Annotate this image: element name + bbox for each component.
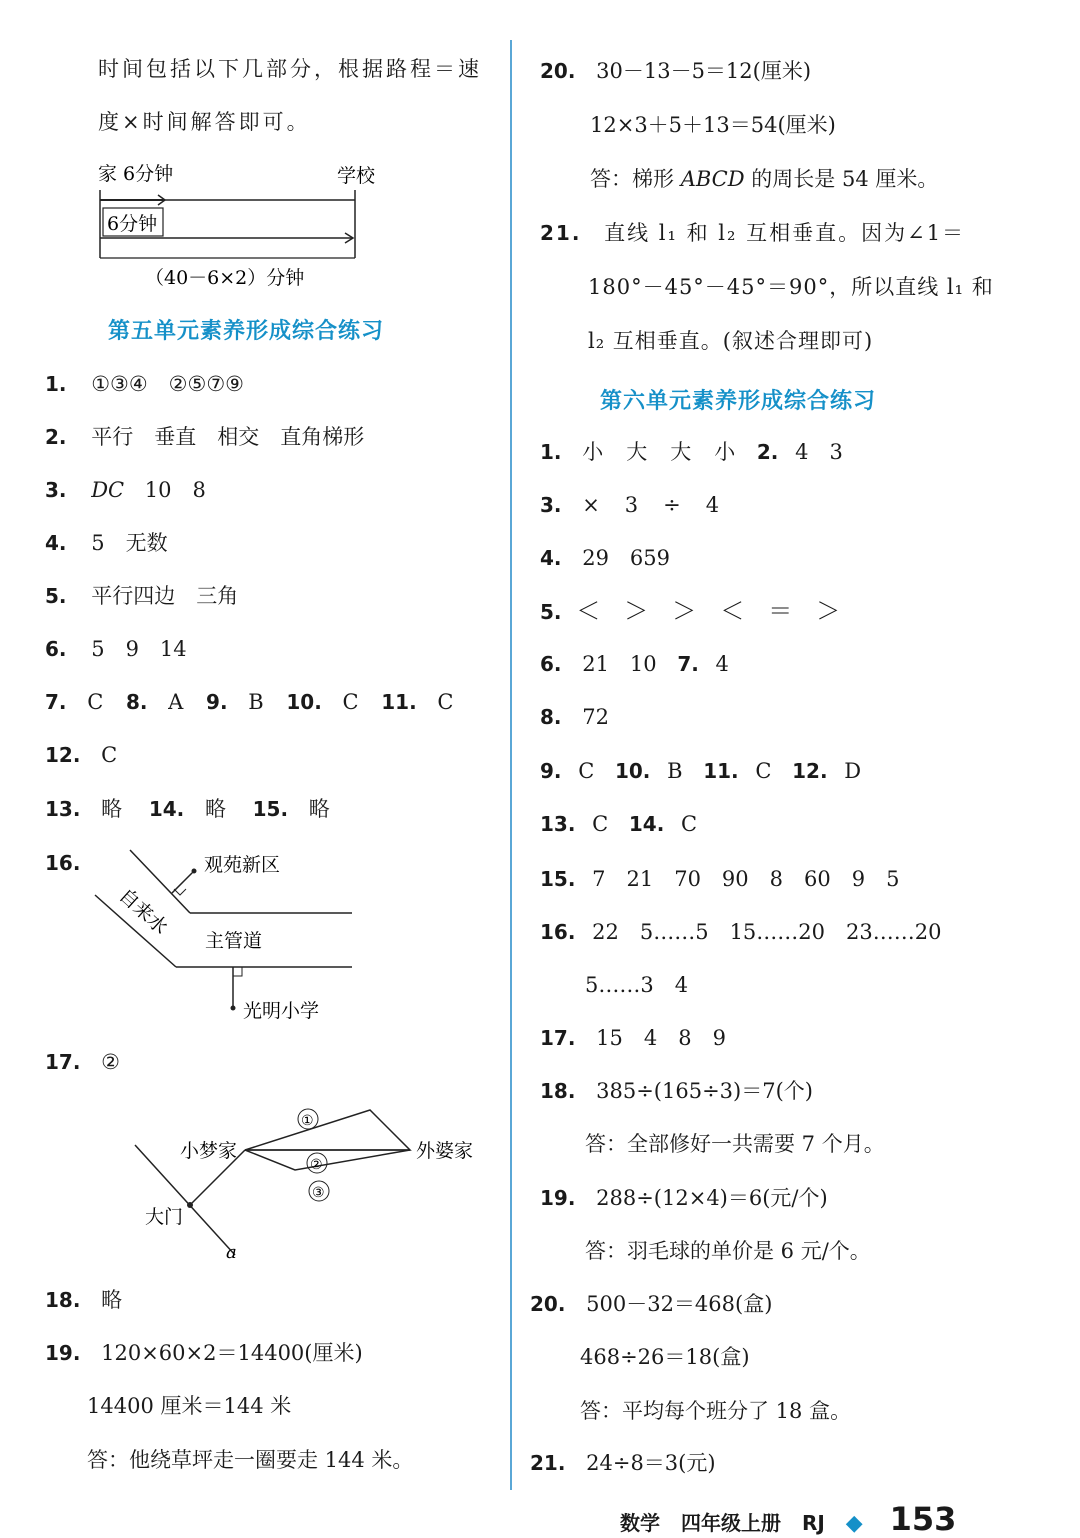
r20-line-2: 468÷26＝18(盒) — [580, 1345, 750, 1369]
r18-row — [540, 1077, 813, 1105]
r-q20-line-3b: ABCD — [680, 167, 745, 191]
r-q21-line-1: 直线 l₁ 和 l₂ 互相垂直。因为∠1＝ — [604, 221, 966, 245]
footer-edition: RJ — [801, 1511, 825, 1535]
r-q21-line-3: l₂ 互相垂直。(叙述合理即可) — [588, 329, 874, 353]
r6-row — [540, 650, 729, 678]
q4-number: 4. — [45, 531, 67, 555]
r5-row — [540, 597, 840, 626]
q19-row — [45, 1339, 363, 1367]
r9-answer: C — [578, 759, 595, 783]
r3-row — [540, 491, 721, 519]
waipo-home-label: 外婆家 — [416, 1140, 474, 1162]
q19-line-2: 14400 厘米＝144 米 — [87, 1394, 292, 1418]
r3-number: 3. — [540, 493, 562, 517]
diagram-six-min-box: 6分钟 — [107, 213, 158, 235]
r19-row — [540, 1184, 828, 1212]
q17-row — [45, 1048, 120, 1076]
r1-answer: 小 大 大 小 — [582, 440, 737, 464]
footer-subject: 数学 — [620, 1511, 660, 1535]
r1-number: 1. — [540, 440, 562, 464]
r9-12-row — [540, 757, 861, 785]
r20-row — [530, 1290, 772, 1318]
q9-answer: B — [248, 690, 264, 714]
r5-number: 5. — [540, 600, 562, 624]
r4-number: 4. — [540, 546, 562, 570]
r10-number: 10. — [614, 759, 651, 783]
q3-number: 3. — [45, 478, 67, 502]
r-q20-row — [540, 57, 811, 85]
q2-answer: 平行 垂直 相交 直角梯形 — [91, 425, 365, 449]
r16-number: 16. — [540, 920, 576, 944]
r-q20-line-3 — [590, 165, 938, 193]
r14-number: 14. — [628, 812, 665, 836]
q15-number: 15. — [252, 797, 289, 821]
q14-number: 14. — [148, 797, 185, 821]
r10-answer: B — [667, 759, 683, 783]
q7-answer: C — [87, 690, 104, 714]
line-a-label: a — [226, 1242, 237, 1263]
r17-answer: 15 4 8 9 — [596, 1026, 726, 1050]
q19-number: 19. — [45, 1341, 81, 1365]
q5-answer: 平行四边 三角 — [91, 584, 239, 608]
r20-line-3: 答：平均每个班分了 18 盒。 — [580, 1399, 852, 1423]
route-diagram — [80, 1095, 500, 1265]
guanyuan-label: 观苑新区 — [204, 854, 281, 876]
q6-row — [45, 635, 187, 663]
zhuguandao-label: 主管道 — [205, 930, 263, 952]
q13-15-row — [45, 795, 330, 823]
q14-answer: 略 — [204, 797, 226, 821]
page-footer — [620, 1500, 970, 1538]
diagram-home-label: 家 — [98, 163, 118, 185]
r13-14-row — [540, 810, 697, 838]
unit6-heading: 第六单元素养形成综合练习 — [600, 389, 877, 414]
xiaomeng-home-label: 小梦家 — [180, 1140, 238, 1162]
r15-number: 15. — [540, 867, 576, 891]
r2-number: 2. — [756, 440, 779, 464]
diamond-icon: ◆ — [845, 1511, 863, 1536]
q7-number: 7. — [45, 690, 67, 714]
r6-answer: 21 10 — [582, 652, 657, 676]
r19-line-2: 答：羽毛球的单价是 6 元/个。 — [585, 1239, 871, 1263]
r9-number: 9. — [540, 759, 562, 783]
r21-line-1: 24÷8＝3(元) — [586, 1451, 716, 1475]
r12-number: 12. — [792, 759, 828, 783]
r18-line-2: 答：全部修好一共需要 7 个月。 — [585, 1132, 885, 1156]
r-q21-number: 21. — [540, 221, 582, 245]
r4-answer: 29 659 — [582, 546, 671, 570]
diagram-school-label: 学校 — [337, 165, 376, 187]
q4-row — [45, 529, 168, 557]
r7-answer: 4 — [715, 652, 729, 676]
r2-answer: 4 3 — [795, 440, 843, 464]
r16-line-2: 5……3 4 — [585, 973, 689, 997]
r-q21-line-2: 180°－45°－45°＝90°，所以直线 l₁ 和 — [588, 275, 994, 299]
q12-answer: C — [101, 743, 118, 767]
intro-line-2: 度×时间解答即可。 — [98, 110, 311, 134]
r-q20-line-3a: 答：梯形 — [590, 167, 674, 191]
column-divider — [510, 40, 512, 1490]
unit5-heading: 第五单元素养形成综合练习 — [108, 319, 385, 344]
r3-answer: × 3 ÷ 4 — [582, 493, 722, 517]
r5-answer: ＜ ＞ ＞ ＜ ＝ ＞ — [576, 597, 841, 625]
r-q20-line-1: 30－13－5＝12(厘米) — [596, 59, 812, 83]
page-number: 153 — [889, 1500, 957, 1538]
q3-answer-rest: 10 8 — [144, 478, 206, 502]
q1-row — [45, 370, 244, 398]
r12-answer: D — [844, 759, 862, 783]
gate-label: 大门 — [145, 1206, 184, 1228]
r14-answer: C — [681, 812, 698, 836]
q1-answer: ①③④ ②⑤⑦⑨ — [91, 372, 244, 396]
r-q20-line-3c: 的周长是 54 厘米。 — [751, 167, 939, 191]
r16-row — [540, 918, 941, 946]
q18-row — [45, 1286, 122, 1314]
r7-number: 7. — [677, 652, 699, 676]
r13-number: 13. — [540, 812, 576, 836]
q3-row — [45, 476, 206, 504]
r19-number: 19. — [540, 1186, 576, 1210]
q19-line-3: 答：他绕草坪走一圈要走 144 米。 — [87, 1448, 414, 1472]
route-2-label: ② — [310, 1157, 323, 1173]
zilaishui-label: 自来水 — [114, 884, 172, 939]
q2-row — [45, 423, 364, 451]
r11-answer: C — [755, 759, 772, 783]
q4-answer: 5 无数 — [91, 531, 168, 555]
footer-grade: 四年级上册 — [680, 1511, 781, 1535]
r8-row — [540, 703, 609, 731]
q8-answer: A — [168, 690, 184, 714]
r15-answer: 7 21 70 90 8 60 9 5 — [592, 867, 900, 891]
r-q20-line-2: 12×3＋5＋13＝54(厘米) — [590, 113, 836, 137]
q11-number: 11. — [381, 690, 417, 714]
q10-number: 10. — [286, 690, 322, 714]
q18-number: 18. — [45, 1288, 81, 1312]
q5-row — [45, 582, 238, 610]
r20-line-1: 500－32＝468(盒) — [586, 1292, 773, 1316]
q18-answer: 略 — [101, 1288, 123, 1312]
r18-number: 18. — [540, 1079, 576, 1103]
r20-number: 20. — [530, 1292, 566, 1316]
q13-answer: 略 — [101, 797, 123, 821]
q12-row — [45, 741, 117, 769]
r21-row — [530, 1449, 716, 1477]
r13-answer: C — [592, 812, 609, 836]
r8-number: 8. — [540, 705, 562, 729]
r18-line-1: 385÷(165÷3)＝7(个) — [596, 1079, 813, 1103]
q16-number: 16. — [45, 851, 81, 875]
r-q20-number: 20. — [540, 59, 576, 83]
q9-number: 9. — [206, 690, 228, 714]
q7-11-row — [45, 688, 453, 716]
q16-row — [45, 849, 80, 877]
r17-number: 17. — [540, 1026, 576, 1050]
q19-line-1: 120×60×2＝14400(厘米) — [101, 1341, 363, 1365]
diagram-bottom-label: （40－6×2）分钟 — [145, 267, 305, 289]
r21-number: 21. — [530, 1451, 566, 1475]
q6-number: 6. — [45, 637, 67, 661]
r16-answer: 22 5……5 15……20 23……20 — [592, 920, 942, 944]
q15-answer: 略 — [308, 797, 330, 821]
q17-number: 17. — [45, 1050, 81, 1074]
diagram-six-min-top: 6分钟 — [123, 163, 174, 185]
q5-number: 5. — [45, 584, 67, 608]
route-1-label: ① — [301, 1113, 314, 1129]
intro-line-1: 时间包括以下几部分，根据路程＝速 — [98, 57, 482, 81]
r11-number: 11. — [703, 759, 739, 783]
q11-answer: C — [437, 690, 454, 714]
r19-line-1: 288÷(12×4)＝6(元/个) — [596, 1186, 828, 1210]
guangming-label: 光明小学 — [243, 1000, 320, 1022]
q12-number: 12. — [45, 743, 81, 767]
r17-row — [540, 1024, 726, 1052]
q2-number: 2. — [45, 425, 67, 449]
route-3-label: ③ — [312, 1185, 325, 1201]
pipe-diagram — [90, 845, 360, 1035]
q8-number: 8. — [125, 690, 148, 714]
q3-answer-dc: DC — [91, 478, 125, 502]
r4-row — [540, 544, 670, 572]
q13-number: 13. — [45, 797, 81, 821]
q10-answer: C — [342, 690, 359, 714]
q17-answer: ② — [101, 1050, 120, 1074]
r15-row — [540, 865, 899, 893]
r6-number: 6. — [540, 652, 562, 676]
r1-row — [540, 438, 843, 466]
distance-diagram — [95, 160, 395, 295]
r-q21-row — [540, 219, 965, 247]
q6-answer: 5 9 14 — [91, 637, 187, 661]
r8-answer: 72 — [582, 705, 609, 729]
q1-number: 1. — [45, 372, 67, 396]
